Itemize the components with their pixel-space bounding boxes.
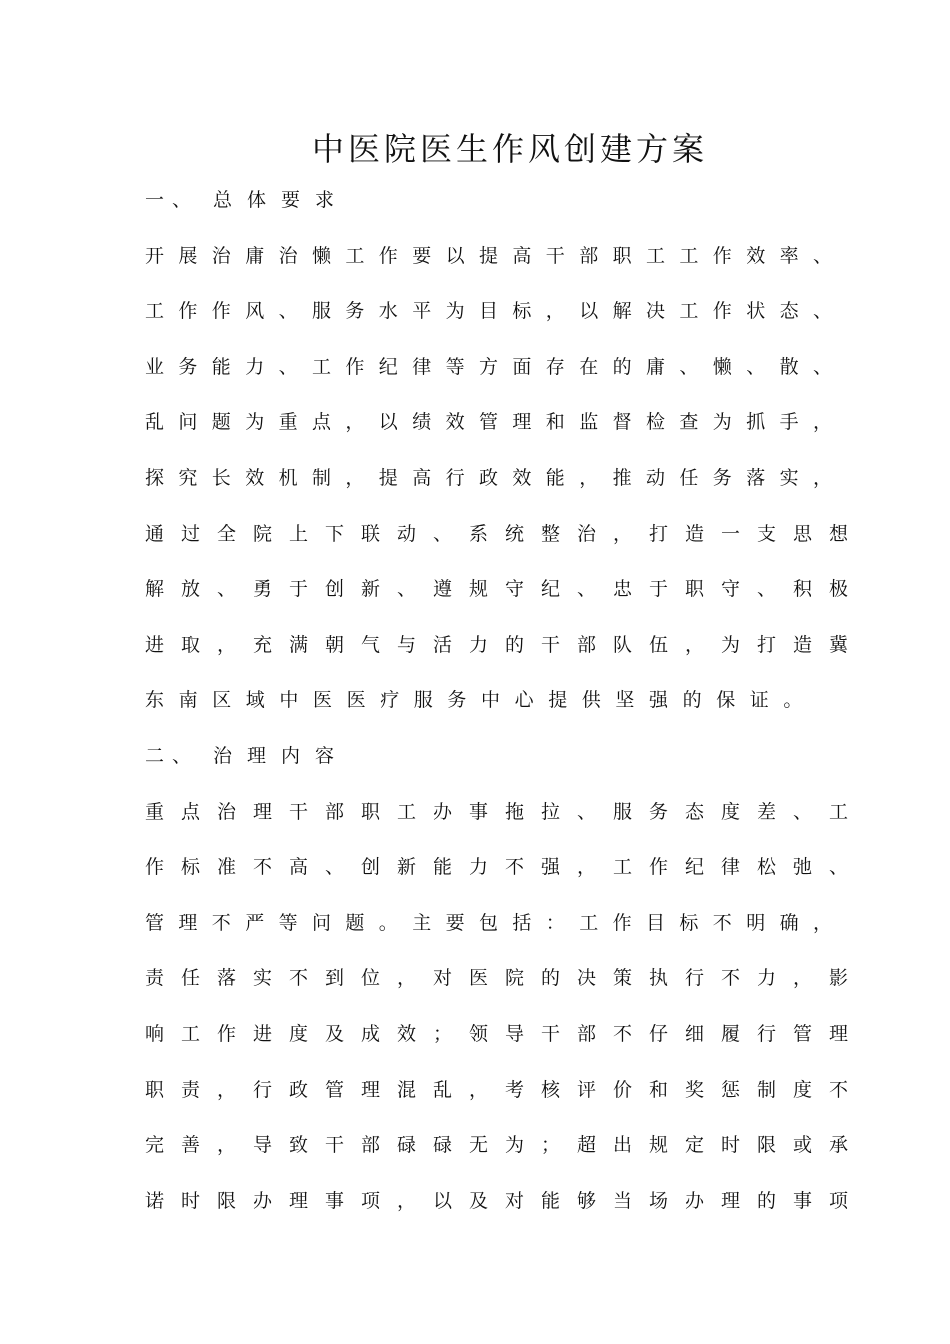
paragraph-line: 工作作风、服务水平为目标，以解决工作状态、 <box>145 300 847 322</box>
paragraph-line: 响工作进度及成效；领导干部不仔细履行管理 <box>145 1023 866 1045</box>
paragraph-line: 乱问题为重点，以绩效管理和监督检查为抓手， <box>145 411 847 433</box>
section-2-title: 治理内容 <box>213 745 350 767</box>
paragraph-line: 解放、勇于创新、遵规守纪、忠于职守、积极 <box>145 578 866 600</box>
paragraph-line: 管理不严等问题。主要包括：工作目标不明确， <box>145 912 847 934</box>
paragraph-line: 职责，行政管理混乱，考核评价和奖惩制度不 <box>145 1079 866 1101</box>
section-2-number: 二、 <box>145 745 200 767</box>
section-2-heading <box>145 743 349 769</box>
paragraph-line: 重点治理干部职工办事拖拉、服务态度差、工 <box>145 801 866 823</box>
document-title: 中医院医生作风创建方案 <box>311 130 708 168</box>
section-1-number: 一、 <box>145 189 200 211</box>
section-1-title: 总体要求 <box>213 189 350 211</box>
paragraph-line: 开展治庸治懒工作要以提高干部职工工作效率、 <box>145 245 847 267</box>
paragraph-line: 作标准不高、创新能力不强，工作纪律松弛、 <box>145 856 866 878</box>
paragraph-line: 探究长效机制，提高行政效能，推动任务落实， <box>145 467 847 489</box>
paragraph-line: 通过全院上下联动、系统整治，打造一支思想 <box>145 523 866 545</box>
paragraph-line: 业务能力、工作纪律等方面存在的庸、懒、散、 <box>145 356 847 378</box>
paragraph-line: 完善，导致干部碌碌无为；超出规定时限或承 <box>145 1134 866 1156</box>
paragraph-line: 诺时限办理事项，以及对能够当场办理的事项 <box>145 1190 866 1212</box>
paragraph-line: 进取，充满朝气与活力的干部队伍，为打造冀 <box>145 634 866 656</box>
section-1-heading <box>145 187 349 213</box>
paragraph-line: 责任落实不到位，对医院的决策执行不力，影 <box>145 967 866 989</box>
paragraph-line: 东南区域中医医疗服务中心提供坚强的保证。 <box>145 689 818 711</box>
